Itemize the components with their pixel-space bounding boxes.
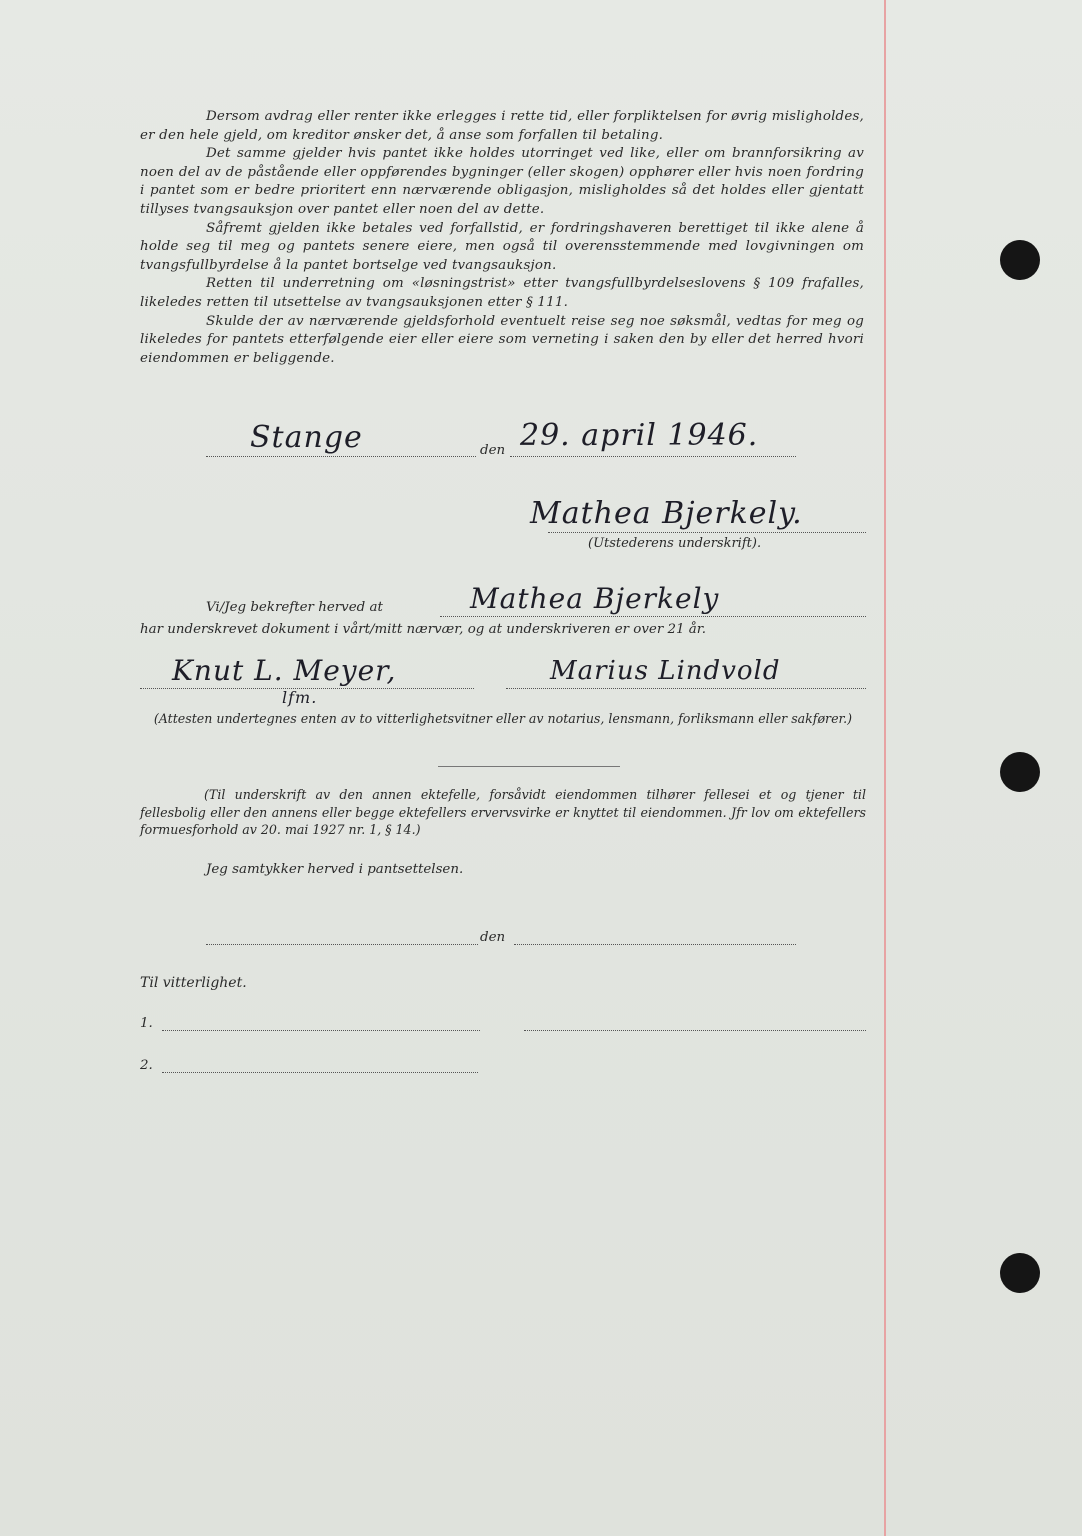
witness2-line (506, 688, 866, 689)
punch-hole (1000, 240, 1040, 280)
date-handwritten: 29. april 1946. (520, 418, 759, 453)
terms-text (140, 108, 864, 368)
paragraph-default: Dersom avdrag eller renter ikke erlegges i rette tid, eller forpliktelsen for øvrig misligholdes, er den hele gjeld, om kreditor ønsker det, å anse som forfallen til betaling. (140, 109, 864, 143)
place-handwritten: Stange (250, 420, 363, 455)
spouse-note: (Til underskrift av den annen ektefelle, forsåvidt eiendommen tilhører fellesei et og tjener til fellesbolig eller den annens eller begge ektefellers ervervsvirke er knyttet til eiendommen. Jfr lov om ektefellers formuesforhold av 20. mai 1927 nr. 1, § 14.) (140, 787, 866, 837)
section-divider (438, 766, 620, 767)
den-label: den (480, 443, 506, 458)
issuer-caption: (Utstederens underskrift). (588, 536, 762, 551)
attest-name-handwritten: Mathea Bjerkely (470, 582, 720, 615)
paragraph-security: Det samme gjelder hvis pantet ikke holdes utorringet ved like, eller om brannforsikring av noen del av de påstående eller oppførendes bygninger (eller skogen) opphører eller hvis noen fordring i pantet som er bedre prioritert enn nærværende obligasjon, misligholdes så det holdes eller gjentatt tillyses tvangsauksjon over pantet eller noen del av dette. (140, 146, 864, 217)
attest-name-line (440, 616, 866, 617)
consent-place-line (206, 944, 478, 945)
witness-line-1a (162, 1030, 480, 1031)
paragraph-notice: Retten til underretning om «løsningstrist» etter tvangsfullbyrdelseslovens § 109 frafalles, likeledes retten til utsettelse av tvangsauksjonen etter § 111. (140, 276, 864, 310)
witness1-signature: Knut L. Meyer, (172, 654, 397, 687)
witness-number-2: 2. (140, 1058, 153, 1073)
attest-line1-print: Vi/Jeg bekrefter herved at (206, 600, 383, 615)
red-margin-line (884, 0, 886, 1536)
paragraph-venue: Skulde der av nærværende gjeldsforhold eventuelt reise seg noe søksmål, vedtas for meg og likeledes for pantets etterfølgende eier eller eiere som verneting i saken den by eller det herred hvori eiendommen er beliggende. (140, 313, 864, 366)
witness1-line (140, 688, 474, 689)
witness2-signature: Marius Lindvold (550, 656, 781, 686)
witness-heading: Til vitterlighet. (140, 975, 247, 991)
witness-line-1b (524, 1030, 866, 1031)
date-line (510, 456, 796, 457)
consent-date-line (514, 944, 796, 945)
consent-den-label: den (480, 930, 506, 945)
witness1-title: lfm. (282, 688, 318, 707)
issuer-signature: Mathea Bjerkely. (530, 496, 803, 531)
consent-text: Jeg samtykker herved i pantsettelsen. (206, 862, 464, 877)
punch-hole (1000, 752, 1040, 792)
issuer-signature-line (548, 532, 866, 533)
witness-line-2 (162, 1072, 478, 1073)
punch-hole (1000, 1253, 1040, 1293)
paragraph-enforcement: Såfremt gjelden ikke betales ved forfallstid, er fordringshaveren berettiget til ikke alene å holde seg til meg og pantets senere eiere, men også til overensstemmende med lovgivningen om tvangsfullbyrdelse å la pantet bortselge ved tvangsauksjon. (140, 220, 864, 273)
witness-number-1: 1. (140, 1016, 153, 1031)
place-line (206, 456, 476, 457)
attestation-note: (Attesten undertegnes enten av to vitterlighetsvitner eller av notarius, lensmann, forliksmann eller sakfører.) (153, 711, 853, 726)
attest-line2-print: har underskrevet dokument i vårt/mitt nærvær, og at underskriveren er over 21 år. (140, 622, 706, 637)
